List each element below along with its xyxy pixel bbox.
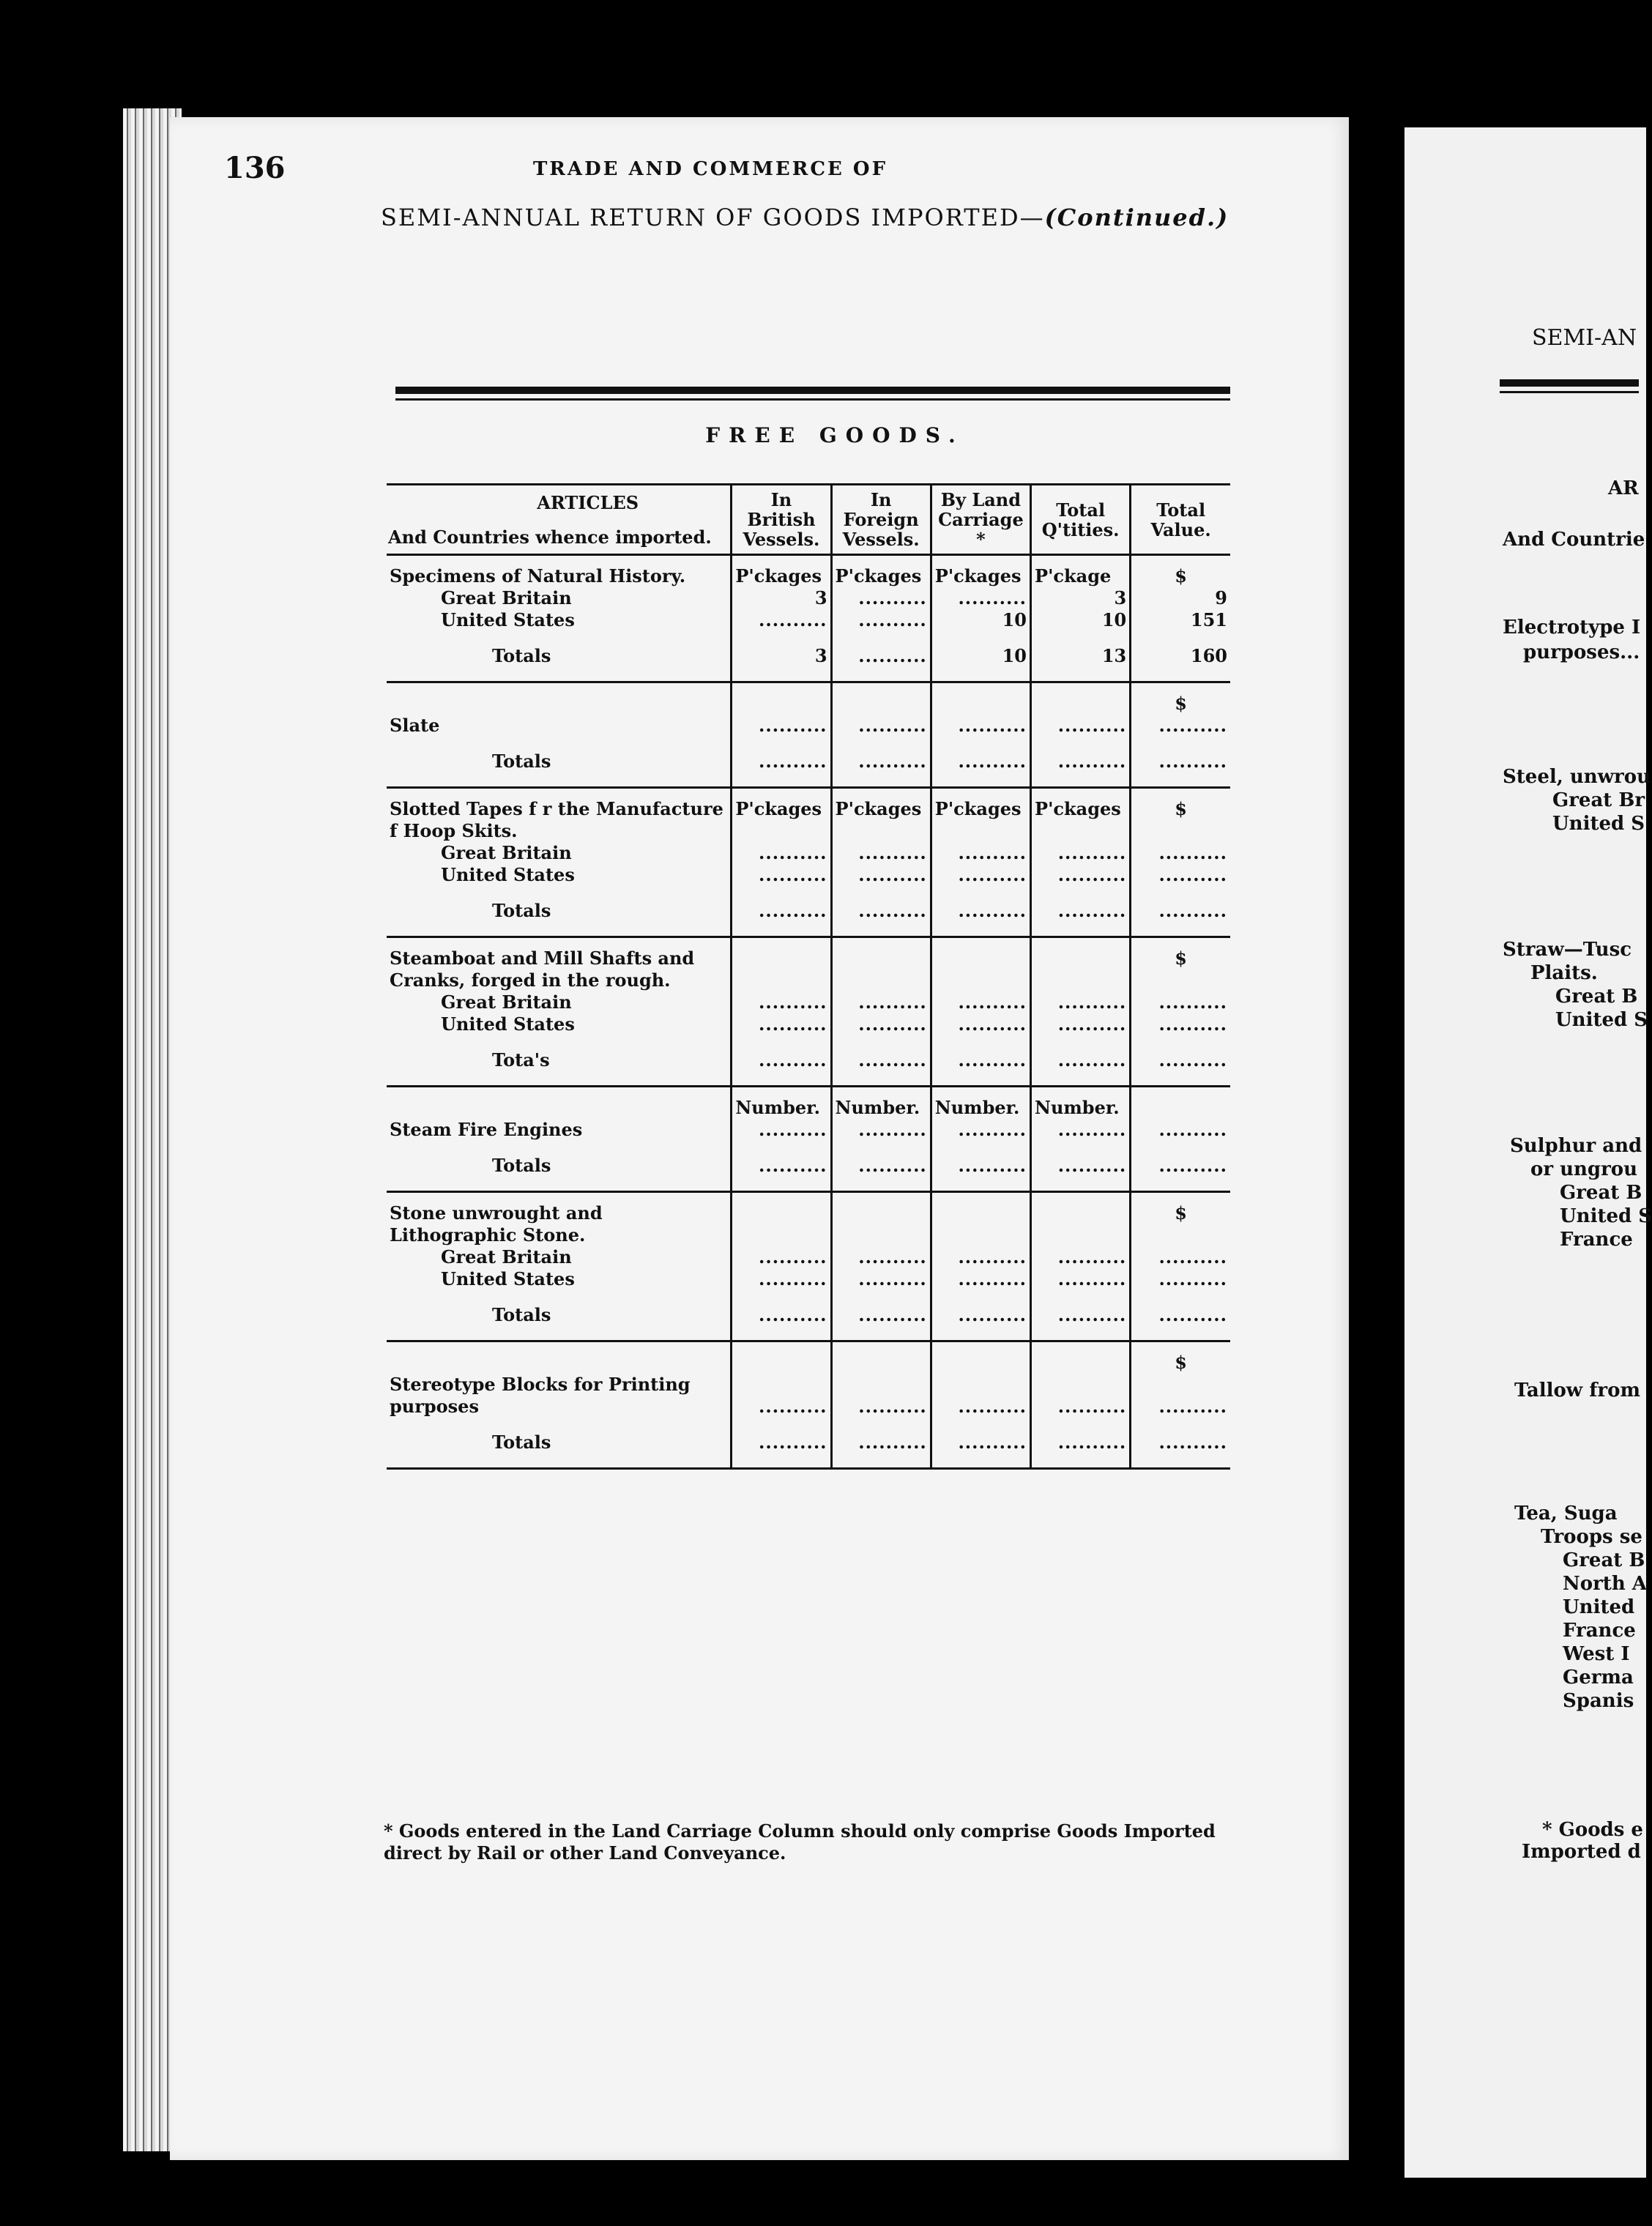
unit-cell: $ — [1131, 1352, 1230, 1374]
table-row — [387, 565, 1230, 587]
totals-row: Totals .......... .......... .......... .......... .......... — [387, 737, 1230, 788]
totals-label: Totals — [492, 750, 551, 772]
header-value: Total Value. — [1131, 485, 1230, 555]
unit-cell: $ — [1131, 1202, 1230, 1246]
right-page-item: France — [1563, 1620, 1636, 1642]
row-label: Stereotype Blocks for Printing purposes — [390, 1373, 691, 1417]
return-title-text: SEMI-ANNUAL RETURN OF GOODS IMPORTED— — [381, 204, 1045, 231]
right-page-item: Troops se — [1541, 1526, 1642, 1548]
row-label: United States — [441, 1013, 575, 1035]
right-page-item: Straw—Tusc — [1503, 939, 1632, 961]
value-cell: 10 — [1031, 609, 1131, 631]
value-cell: 3 — [732, 587, 831, 609]
table-row — [387, 1202, 1230, 1246]
value-cell: 13 — [1031, 631, 1131, 682]
unit-cell: $ — [1131, 948, 1230, 991]
table-row: Great Britain .......... .......... .......... .......... .......... — [387, 1246, 1230, 1268]
right-page-item: United S — [1552, 813, 1645, 835]
right-page-rule — [1500, 379, 1639, 387]
header-articles — [387, 485, 732, 555]
right-page-item: France — [1560, 1229, 1633, 1251]
return-title-continued: (Continued.) — [1044, 204, 1229, 231]
value-cell: 10 — [931, 631, 1030, 682]
table-row — [387, 1097, 1230, 1119]
footnote: * Goods entered in the Land Carriage Column should only comprise Goods Imported direct by Rail or other Land Conveyance. — [384, 1820, 1216, 1864]
free-goods-table — [387, 483, 1230, 1470]
unit-cell: P'ckages — [931, 565, 1030, 587]
right-page-item: purposes... — [1523, 641, 1640, 663]
right-page-item: Sulphur and — [1510, 1135, 1642, 1157]
totals-label: Totals — [492, 899, 551, 921]
table-row: Great Britain .......... .......... .......... .......... .......... — [387, 991, 1230, 1013]
unit-cell: Number. — [831, 1097, 931, 1119]
row-label: Specimens of Natural History. — [390, 565, 686, 587]
unit-cell: P'ckages — [831, 565, 931, 587]
right-page-item: North A — [1563, 1573, 1647, 1595]
unit-cell: Number. — [931, 1097, 1030, 1119]
right-page-item: United S — [1555, 1009, 1648, 1031]
value-cell: 160 — [1131, 631, 1230, 682]
totals-row: Totals .......... .......... .......... .......... .......... — [387, 1290, 1230, 1341]
unit-cell: P'ckage — [1031, 565, 1131, 587]
value-cell: 10 — [931, 609, 1030, 631]
table-row: United States .......... .......... .......... .......... .......... — [387, 864, 1230, 886]
right-page-item: Great B — [1555, 986, 1638, 1008]
row-label: United States — [441, 1268, 575, 1289]
right-page-header-articles: AR — [1608, 477, 1639, 499]
value-cell: 3 — [1031, 587, 1131, 609]
title-rule-bottom — [395, 398, 1230, 401]
right-page-item: Germa — [1563, 1667, 1634, 1689]
table-row: United States .......... .......... .......... .......... .......... — [387, 1268, 1230, 1290]
section-title: FREE GOODS. — [705, 423, 964, 447]
table-row — [387, 693, 1230, 715]
table-row: Great Britain 3 .......... .......... 3 9 — [387, 587, 1230, 609]
row-label: Great Britain — [441, 587, 572, 608]
right-page-title: SEMI-AN — [1532, 325, 1637, 351]
right-page-header-sub: And Countrie — [1503, 529, 1645, 551]
header-land: By Land Carriage * — [931, 485, 1030, 555]
value-cell: 151 — [1131, 609, 1230, 631]
totals-row: Totals 3 .......... 10 13 160 — [387, 631, 1230, 682]
totals-row: Totals .......... .......... .......... .......... .......... — [387, 1418, 1230, 1469]
table-row: United States .......... .......... .......... .......... .......... — [387, 1013, 1230, 1035]
unit-cell: $ — [1131, 693, 1230, 715]
unit-cell: P'ckages — [732, 565, 831, 587]
unit-cell: Number. — [732, 1097, 831, 1119]
right-page-item: Great B — [1560, 1182, 1642, 1204]
row-label: Great Britain — [441, 1246, 572, 1268]
unit-cell: P'ckages — [831, 798, 931, 842]
totals-label: Totals — [492, 1303, 551, 1325]
totals-label: Totals — [492, 1154, 551, 1176]
row-label: Great Britain — [441, 841, 572, 863]
row-label: Slotted Tapes f r the Manufacture f Hoop Skits. — [390, 797, 723, 841]
right-page-item: Great B — [1563, 1549, 1645, 1571]
running-head: TRADE AND COMMERCE OF — [532, 158, 888, 180]
row-label: Steam Fire Engines — [390, 1118, 583, 1140]
table-header-row — [387, 485, 1230, 555]
unit-cell: Number. — [1031, 1097, 1131, 1119]
totals-label: Tota's — [492, 1049, 550, 1071]
row-label: Stone unwrought and Lithographic Stone. — [390, 1202, 603, 1246]
row-label: Steamboat and Mill Shafts and Cranks, forged in the rough. — [390, 947, 695, 991]
page-number: 136 — [224, 151, 286, 185]
table-row: Steam Fire Engines .......... .......... .......... .......... .......... — [387, 1119, 1230, 1141]
right-page-rule-thin — [1500, 391, 1639, 393]
right-page-item: United — [1563, 1596, 1635, 1618]
right-page-footnote-2: Imported d — [1522, 1841, 1641, 1863]
table-row — [387, 948, 1230, 991]
table-row — [387, 798, 1230, 842]
right-page-item: United S — [1560, 1205, 1652, 1227]
title-rule-top — [395, 387, 1230, 394]
right-page-item: Tea, Suga — [1514, 1503, 1618, 1525]
totals-row: Totals .......... .......... .......... .......... .......... — [387, 1141, 1230, 1192]
header-qty: Total Q'tities. — [1031, 485, 1131, 555]
right-page-item: Spanis — [1563, 1690, 1634, 1712]
right-page-footnote-1: * Goods e — [1542, 1819, 1643, 1841]
header-articles-title: ARTICLES — [537, 491, 639, 513]
right-page-item: Tallow from — [1514, 1380, 1640, 1402]
row-label: United States — [441, 608, 575, 630]
right-page-item: Great Br — [1552, 789, 1645, 811]
right-page-item: Electrotype I — [1503, 617, 1641, 639]
totals-row: Totals .......... .......... .......... .......... .......... — [387, 886, 1230, 937]
right-page-item: Plaits. — [1530, 962, 1598, 984]
return-title — [381, 204, 1230, 231]
row-label: Great Britain — [441, 991, 572, 1013]
totals-row: Tota's .......... .......... .......... .......... .......... — [387, 1035, 1230, 1087]
header-british: In British Vessels. — [732, 485, 831, 555]
unit-cell: P'ckages — [931, 798, 1030, 842]
totals-label: Totals — [492, 644, 551, 666]
header-articles-sub: And Countries whence imported. — [388, 526, 712, 548]
value-cell: 9 — [1131, 587, 1230, 609]
table-row: Slate .......... .......... .......... .......... .......... — [387, 715, 1230, 737]
unit-cell: P'ckages — [1031, 798, 1131, 842]
row-label: United States — [441, 863, 575, 885]
right-page-item: or ungrou — [1530, 1158, 1638, 1180]
unit-cell: P'ckages — [732, 798, 831, 842]
unit-cell: $ — [1131, 565, 1230, 587]
table-row: Great Britain .......... .......... .......... .......... .......... — [387, 842, 1230, 864]
right-page-item: West I — [1563, 1643, 1630, 1665]
table-row: Stereotype Blocks for Printing purposes .......... .......... .......... .......... .......... — [387, 1374, 1230, 1418]
right-page-item: Steel, unwrou — [1503, 766, 1651, 788]
totals-label: Totals — [492, 1431, 551, 1453]
table-row: United States .......... .......... 10 10 151 — [387, 609, 1230, 631]
table-row — [387, 1352, 1230, 1374]
header-foreign: In Foreign Vessels. — [831, 485, 931, 555]
value-cell: 3 — [732, 631, 831, 682]
unit-cell: $ — [1131, 798, 1230, 842]
row-label: Slate — [390, 714, 440, 736]
